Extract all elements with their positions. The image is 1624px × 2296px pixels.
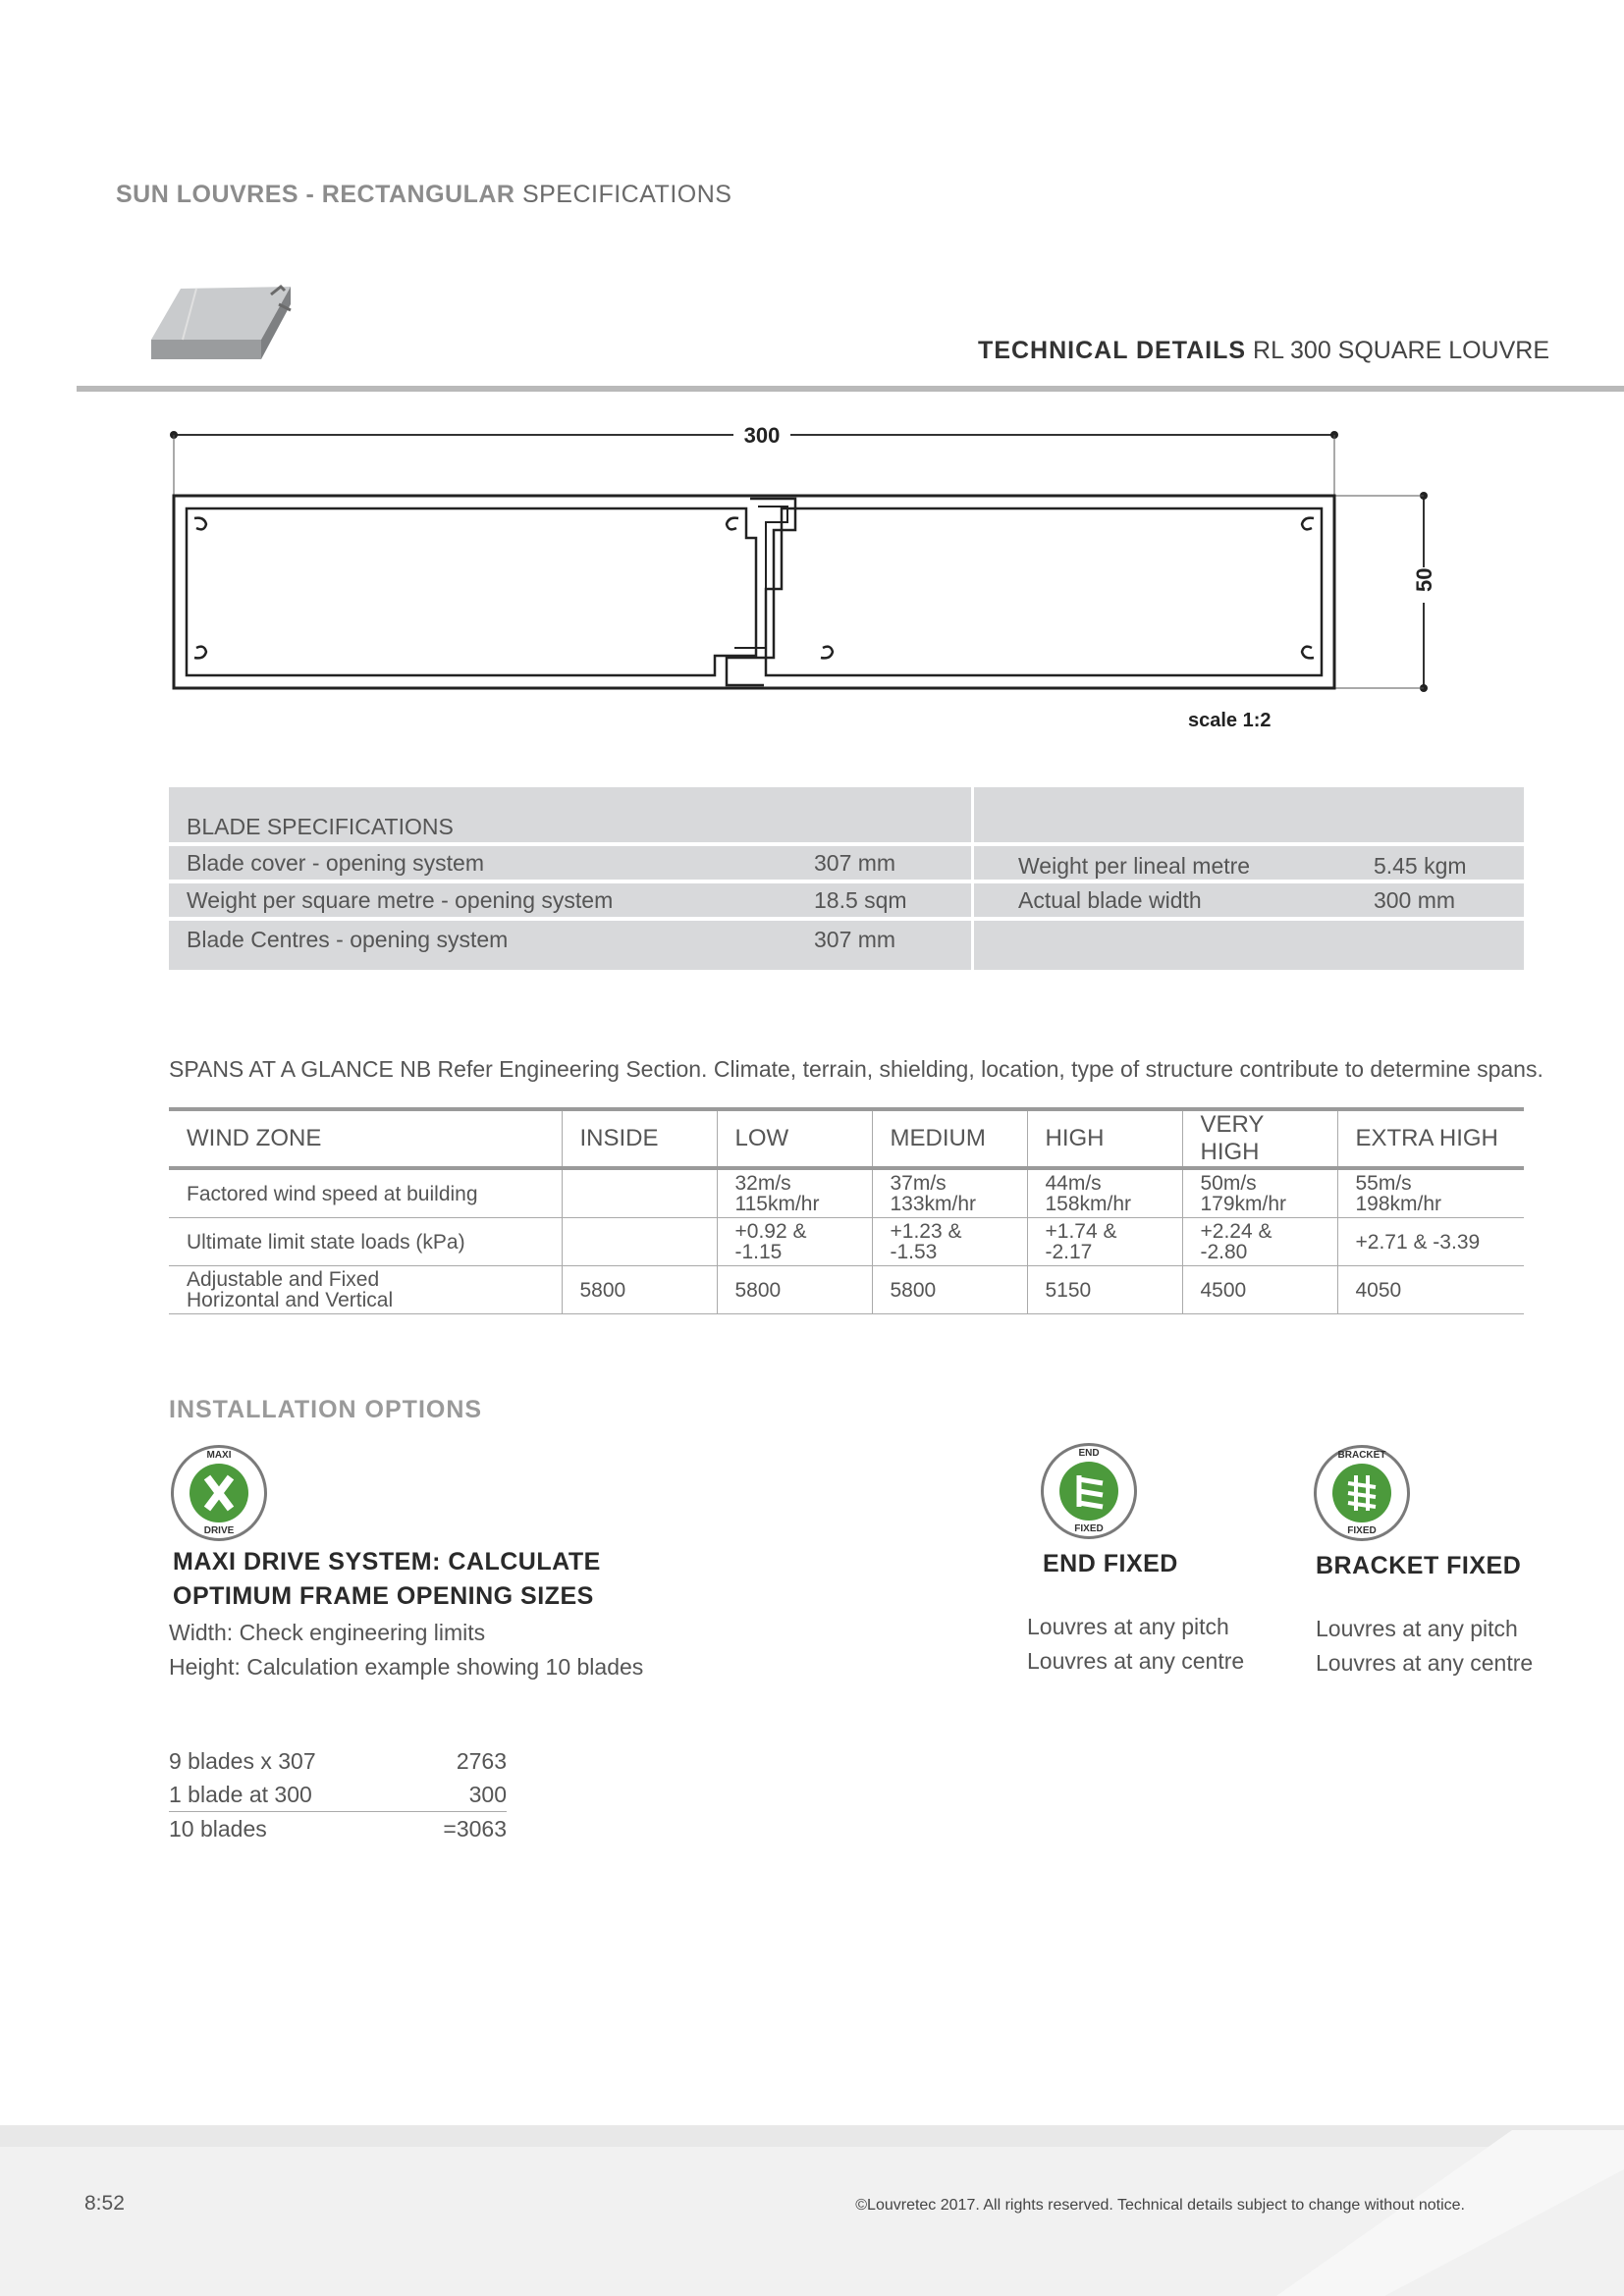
column-header: LOW (717, 1109, 872, 1168)
louvre-thumbnail-image (147, 275, 295, 373)
table-row (169, 1218, 1524, 1266)
installation-options-title: INSTALLATION OPTIONS (169, 1396, 483, 1423)
blade-specifications-table (169, 787, 1524, 970)
table-row (169, 919, 1524, 970)
spec-value: 300 mm (1373, 886, 1456, 913)
table-cell: +0.92 & -1.15 (717, 1218, 872, 1266)
bracket-fixed-description: Louvres at any pitch Louvres at any centre (1316, 1616, 1534, 1676)
maxi-drive-description: Width: Check engineering limits Height: Calculation example showing 10 blades (169, 1620, 644, 1680)
spec-value: 18.5 sqm (813, 886, 907, 913)
row-label: Adjustable and Fixed Horizontal and Vertical (169, 1266, 562, 1314)
row-label: Ultimate limit state loads (kPa) (169, 1218, 562, 1266)
spec-value: 307 mm (813, 849, 896, 876)
table-cell: +2.24 & -2.80 (1182, 1218, 1337, 1266)
table-cell: 5150 (1027, 1266, 1182, 1314)
table-cell: 5800 (717, 1266, 872, 1314)
technical-details-heading (978, 337, 1549, 365)
table-cell: 5800 (562, 1266, 717, 1314)
bracket-fixed-badge-icon: BRACKET FIXED (1314, 1445, 1410, 1541)
table-row (169, 881, 1524, 919)
column-header: MEDIUM (872, 1109, 1027, 1168)
spec-label: Weight per lineal metre (973, 844, 1374, 881)
bracket-fixed-heading: BRACKET FIXED (1316, 1552, 1522, 1579)
spec-label: Weight per square metre - opening system (187, 886, 614, 913)
column-header: VERY HIGH (1182, 1109, 1337, 1168)
width-dimension-label: 300 (743, 423, 781, 448)
list-item: 9 blades x 307 2763 (169, 1748, 507, 1774)
spec-label: Blade cover - opening system (187, 849, 484, 876)
technical-details-bold: TECHNICAL DETAILS (978, 337, 1247, 364)
table-row (169, 1266, 1524, 1314)
technical-details-model: RL 300 SQUARE LOUVRE (1253, 337, 1549, 364)
drawing-scale-label: scale 1:2 (1188, 710, 1272, 731)
spec-label: Actual blade width (973, 881, 1374, 919)
section-title (116, 181, 731, 209)
table-cell: 37m/s 133km/hr (872, 1168, 1027, 1218)
table-row (169, 1168, 1524, 1218)
table-cell: 4050 (1337, 1266, 1524, 1314)
end-fixed-description: Louvres at any pitch Louvres at any centre (1027, 1614, 1245, 1674)
table-cell: 5800 (872, 1266, 1027, 1314)
table-cell: 4500 (1182, 1266, 1337, 1314)
table-cell (562, 1168, 717, 1218)
table-row (169, 844, 1524, 881)
table-cell: 50m/s 179km/hr (1182, 1168, 1337, 1218)
column-header: WIND ZONE (169, 1109, 562, 1168)
section-title-light: SPECIFICATIONS (521, 181, 732, 208)
table-cell: +1.74 & -2.17 (1027, 1218, 1182, 1266)
table-header-row (169, 1109, 1524, 1168)
table-cell: 32m/s 115km/hr (717, 1168, 872, 1218)
louvre-profile-drawing (157, 412, 1453, 736)
column-header: EXTRA HIGH (1337, 1109, 1524, 1168)
page-number: 8:52 (84, 2192, 125, 2215)
table-cell (562, 1218, 717, 1266)
list-item: 1 blade at 300 300 (169, 1782, 507, 1807)
copyright-notice: ©Louvretec 2017. All rights reserved. Technical details subject to change without notice. (855, 2197, 1465, 2214)
blade-calculation (169, 1744, 507, 1845)
height-dimension-label: 50 (1412, 567, 1436, 592)
wind-zone-table (169, 1107, 1524, 1314)
blade-specifications-title: BLADE SPECIFICATIONS (187, 814, 454, 839)
section-title-bold: SUN LOUVRES - RECTANGULAR (116, 181, 515, 208)
column-header: HIGH (1027, 1109, 1182, 1168)
end-fixed-badge-icon: END FIXED (1041, 1443, 1137, 1539)
spans-intro-text: SPANS AT A GLANCE NB Refer Engineering Section. Climate, terrain, shielding, location, type of structure contribute to determine spans. (169, 1056, 1543, 1082)
table-cell: 55m/s 198km/hr (1337, 1168, 1524, 1218)
column-header: INSIDE (562, 1109, 717, 1168)
table-cell: +1.23 & -1.53 (872, 1218, 1027, 1266)
spec-value: 307 mm (813, 927, 896, 952)
table-cell: +2.71 & -3.39 (1337, 1218, 1524, 1266)
maxi-drive-badge-icon: MAXI DRIVE (171, 1445, 267, 1541)
table-cell: 44m/s 158km/hr (1027, 1168, 1182, 1218)
header-divider (77, 386, 1624, 392)
spec-label: Blade Centres - opening system (187, 927, 509, 952)
spec-value: 5.45 kgm (1373, 853, 1467, 879)
row-label: Factored wind speed at building (169, 1168, 562, 1218)
end-fixed-heading: END FIXED (1043, 1550, 1178, 1577)
calculation-total: 10 blades =3063 (169, 1811, 507, 1845)
maxi-drive-heading: MAXI DRIVE SYSTEM: CALCULATE OPTIMUM FRAME OPENING SIZES (173, 1548, 601, 1610)
